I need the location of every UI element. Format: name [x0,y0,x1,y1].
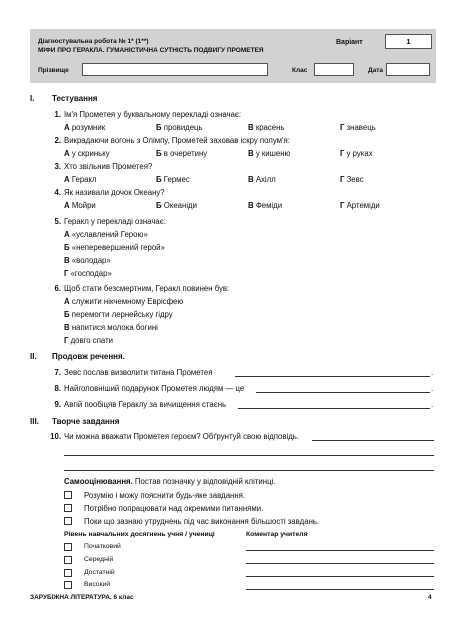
self-assessment-instruction: Постав позначку у відповідній клітинці. [134,477,276,486]
option-a[interactable]: А у скриньку [64,149,110,158]
date-field[interactable] [386,63,430,76]
option-a[interactable]: А служити нікчемному Еврісфею [64,297,184,306]
section-number: І. [30,94,35,103]
option-v[interactable]: В Феміди [248,201,283,210]
question-text: Як називали дочок Океану? [64,188,165,197]
self-item-3: Поки що зазнаю утруднень під час виконання більшості завдань. [84,517,320,526]
question-number: 5. [54,217,61,226]
class-label: Клас [292,67,308,74]
question-4 [54,188,165,197]
option-b[interactable]: Б провидець [156,123,203,132]
surname-field[interactable] [82,63,268,76]
question-2 [54,136,290,145]
level-check-4[interactable] [64,581,72,589]
answer-line-10[interactable] [312,440,434,441]
question-text: Геракл у перекладі означає: [64,217,166,226]
question-text: Ім'я Прометея у буквальному перекладі означає: [64,110,242,119]
sentence-end: . [431,384,434,393]
option-v[interactable]: В «володар» [64,256,111,265]
answer-line-10[interactable] [64,455,434,456]
option-b[interactable]: Б «неперевершений герой» [64,243,165,252]
page-number: 4 [428,594,432,601]
option-g[interactable]: Г Зевс [340,175,364,184]
question-10 [50,432,300,441]
question-text: Найголовніший подарунок Прометея людям — це [64,384,245,393]
level-item-3: Достатній [84,569,115,576]
teacher-comment-line[interactable] [246,550,434,551]
levels-title: Рівень навчальних досягнень учня / учениці [64,531,215,538]
question-9 [54,400,227,409]
option-a[interactable]: А «уславлений Герою» [64,230,148,239]
teacher-comment-line[interactable] [246,563,434,564]
option-v[interactable]: В напитися молока богині [64,323,158,332]
self-assessment-heading [64,477,275,486]
footer-subject: ЗАРУБІЖНА ЛІТЕРАТУРА. 6 клас [30,594,134,601]
section-number: ІІІ. [30,417,39,426]
section-title: Тестування [52,94,98,103]
sentence-end: . [431,368,434,377]
question-number: 8. [54,384,61,393]
question-text: Авгій пообіцяв Гераклу за вичищення стаєнь [64,400,227,409]
worksheet-header [30,29,436,83]
option-a[interactable]: А Мойри [64,201,96,210]
teacher-comment-line[interactable] [246,576,434,577]
level-item-2: Середній [84,556,114,563]
question-8 [54,384,245,393]
class-field[interactable] [314,63,354,76]
question-text: Щоб стати безсмертним, Геракл повинен був: [64,284,230,293]
question-text: Чи можна вважати Прометея героєм? Обґрунтуй свою відповідь. [64,432,300,441]
self-item-2: Потрібно попрацювати над окремими питаннями. [84,504,264,513]
question-text: Зевс послав визволити титана Прометея [64,368,213,377]
self-check-3[interactable] [64,517,72,525]
section-title: Творче завдання [52,417,120,426]
answer-line-10[interactable] [64,470,434,471]
surname-label: Прізвище [38,67,69,74]
question-7 [54,368,213,377]
question-number: 10. [50,432,61,441]
level-item-4: Високий [84,581,111,588]
question-5 [54,217,166,226]
level-check-3[interactable] [64,569,72,577]
work-title: МІФИ ПРО ГЕРАКЛА. ГУМАНІСТИЧНА СУТНІСТЬ ПОДВИГУ ПРОМЕТЕЯ [38,47,264,54]
section-title: Продовж речення. [52,352,125,361]
answer-line-7[interactable] [235,376,430,377]
self-assessment-title: Самооцінювання. [64,477,133,486]
answer-line-8[interactable] [256,392,430,393]
self-check-1[interactable] [64,491,72,499]
option-a[interactable]: А Геракл [64,175,97,184]
option-g[interactable]: Г довго спати [64,336,114,345]
question-number: 3. [54,162,61,171]
question-number: 2. [54,136,61,145]
option-v[interactable]: В Ахілл [248,175,276,184]
question-number: 4. [54,188,61,197]
question-number: 1. [54,110,61,119]
option-v[interactable]: В у кишеню [248,149,291,158]
self-check-2[interactable] [64,504,72,512]
teacher-comment-line[interactable] [246,589,434,590]
level-check-1[interactable] [64,543,72,551]
work-number: Діагностувальна робота № 1* (1**) [38,38,149,45]
sentence-end: . [431,400,434,409]
option-v[interactable]: В красень [248,123,285,132]
option-b[interactable]: Б Гермес [156,175,190,184]
variant-label: Варіант [336,39,363,46]
question-1 [54,110,242,119]
variant-field[interactable]: 1 [385,34,432,49]
question-number: 7. [54,368,61,377]
question-3 [54,162,153,171]
option-g[interactable]: Г знавець [340,123,376,132]
question-number: 9. [54,400,61,409]
section-number: ІІ. [30,352,37,361]
option-g[interactable]: Г у руках [340,149,373,158]
teacher-comment-label: Коментар учителя [246,531,308,538]
option-a[interactable]: А розумник [64,123,106,132]
level-check-2[interactable] [64,556,72,564]
option-b[interactable]: Б в очеретину [156,149,208,158]
option-g[interactable]: Г Артеміди [340,201,380,210]
level-item-1: Початковий [84,543,121,550]
option-b[interactable]: Б Океаніди [156,201,197,210]
question-number: 6. [54,284,61,293]
question-text: Хто звільнив Прометея? [64,162,153,171]
question-6 [54,284,230,293]
date-label: Дата [368,67,384,74]
option-g[interactable]: Г «господар» [64,269,112,278]
option-b[interactable]: Б перемогти лернейську гідру [64,310,173,319]
question-text: Викрадаючи вогонь з Олімпу, Прометей заховав іскру полум'я: [64,136,290,145]
answer-line-9[interactable] [238,408,430,409]
self-item-1: Розумію і можу пояснити будь-яке завдання. [84,491,246,500]
